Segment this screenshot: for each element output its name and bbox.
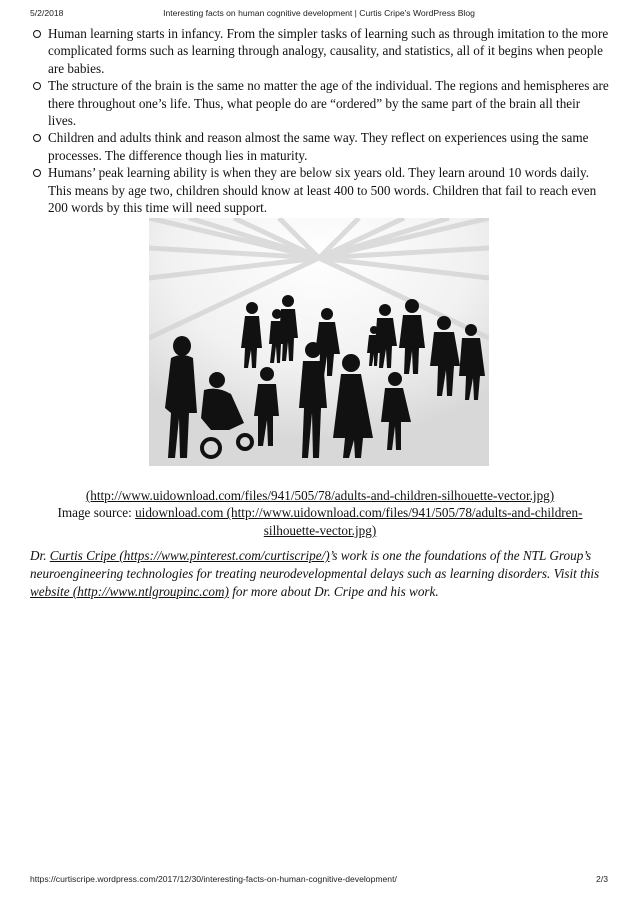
facts-list xyxy=(30,25,610,216)
page-header xyxy=(30,8,608,22)
author-profile-link[interactable]: Curtis Cripe (https://www.pinterest.com/curtiscripe/) xyxy=(49,548,330,563)
list-item: The structure of the brain is the same no matter the age of the individual. The regions and hemispheres are there throughout one’s life. Thus, what people do are “ordered” by the same part of the brain all their lives. xyxy=(30,77,610,129)
silhouette-image xyxy=(149,218,489,466)
bullet-circle-icon xyxy=(33,30,41,38)
print-date: 5/2/2018 xyxy=(30,8,64,18)
page-footer xyxy=(30,874,608,888)
page-number: 2/3 xyxy=(596,874,608,884)
image-url-link[interactable]: (http://www.uidownload.com/files/941/505/78/adults-and-children-silhouette-vector.jpg) xyxy=(85,488,555,503)
author-bio: Dr. Curtis Cripe (https://www.pinterest.com/curtiscripe/)’s work is one the foundations of the NTL Group’s neuroengineering technologies for treating neurodevelopmental delays such as learning disorders. Visit this website (http://www.ntlgroupinc.com) for more about Dr. Cripe and his work. xyxy=(30,548,600,599)
page-title: Interesting facts on human cognitive development | Curtis Cripe's WordPress Blog xyxy=(163,8,475,18)
bullet-circle-icon xyxy=(33,169,41,177)
list-item: Human learning starts in infancy. From the simpler tasks of learning such as through imitation to the more complicated forms such as learning through analogy, causality, and statistics, all of it begins when people are babies. xyxy=(30,25,610,77)
list-item: Humans’ peak learning ability is when they are below six years old. They learn around 10 words daily. This means by age two, children should know at least 400 to 500 words. Children that fail to reach even 200 words by this time will need support. xyxy=(30,164,610,216)
image-caption xyxy=(30,487,610,539)
page-url: https://curtiscripe.wordpress.com/2017/12/30/interesting-facts-on-human-cognitive-development/ xyxy=(30,874,397,884)
bullet-circle-icon xyxy=(33,82,41,90)
list-item: Children and adults think and reason almost the same way. They reflect on experiences using the same processes. The difference though lies in maturity. xyxy=(30,129,610,164)
image-source-label: Image source: xyxy=(57,505,136,521)
website-link[interactable]: website (http://www.ntlgroupinc.com) xyxy=(30,584,229,599)
image-source-link[interactable]: uidownload.com (http://www.uidownload.com/files/941/505/78/adults-and-children-silhouette-vector.jpg) xyxy=(135,505,583,538)
bullet-circle-icon xyxy=(33,134,41,142)
